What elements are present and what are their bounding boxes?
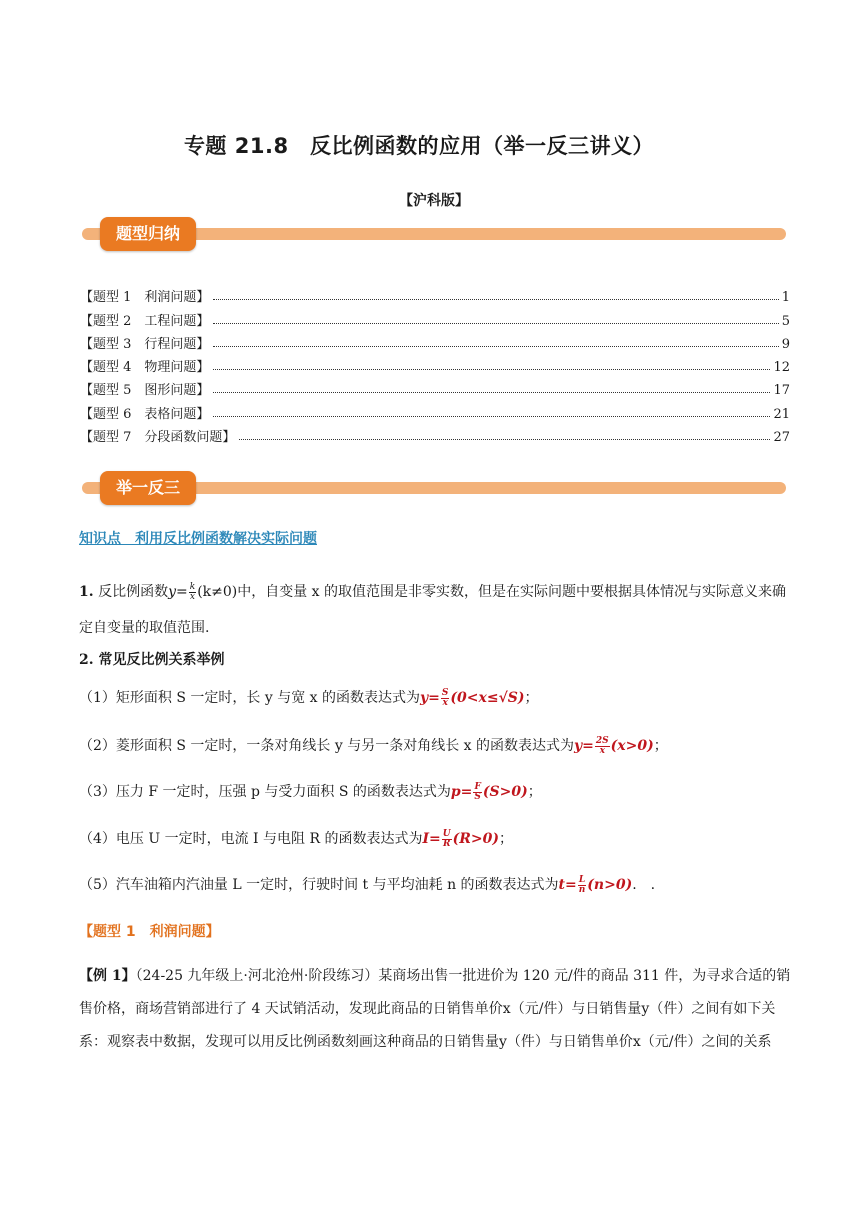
fraction-numerator: S xyxy=(441,687,449,698)
toc-page-number: 12 xyxy=(773,360,790,376)
toc-row[interactable] xyxy=(80,352,790,375)
example-1 xyxy=(79,960,791,1059)
fraction-numerator: L xyxy=(578,874,586,885)
example-label: 【例 1】 xyxy=(79,968,136,984)
fraction-denominator: S xyxy=(474,791,481,802)
formula-tail: ； xyxy=(527,784,542,800)
toc-row[interactable] xyxy=(80,422,790,445)
toc-leader-dots xyxy=(213,369,770,370)
type1-heading: 【题型 1 利润问题】 xyxy=(79,924,220,940)
toc-leader-dots xyxy=(213,416,770,417)
fraction xyxy=(595,737,610,756)
fraction xyxy=(578,876,587,895)
fraction xyxy=(189,583,196,602)
toc-label: 【题型 5 图形问题】 xyxy=(80,383,210,399)
formula-tail: ； xyxy=(653,738,668,754)
table-of-contents xyxy=(80,282,790,445)
toc-label: 【题型 1 利润问题】 xyxy=(80,290,210,306)
formula-condition: (k≠0) xyxy=(197,584,238,600)
fraction-denominator: x xyxy=(189,591,195,602)
formula-tail: ； xyxy=(498,831,513,847)
knowledge-paragraph-1 xyxy=(79,574,791,646)
example-text: （4）电压 U 一定时，电流 I 与电阻 R 的函数表达式为 xyxy=(79,831,423,847)
formula-condition: (n>0) xyxy=(587,877,633,893)
knowledge-heading: 知识点 利用反比例函数解决实际问题 xyxy=(79,531,317,547)
section-tab-practice: 举一反三 xyxy=(100,471,196,505)
fraction xyxy=(473,783,482,802)
example-text: （5）汽车油箱内汽油量 L 一定时，行驶时间 t 与平均油耗 n 的函数表达式为 xyxy=(79,877,559,893)
toc-leader-dots xyxy=(213,392,770,393)
fraction xyxy=(442,830,452,849)
example-text: （24-25 九年级上·河北沧州·阶段练习）某商场出售一批进价为 120 元/件的商品 311 件，为寻求合适的销售价格，商场营销部进行了 4 天试销活动，发现此商品的日销售单价x（元/件）与日销售量y（件）之间有如下关系：观察表中数据，发现可以用反比例函数刻画这种商品的日销售量y（件）与日销售单价x（元/件）之间的关系 xyxy=(79,968,791,1050)
para-text: 中，自变量 x 的取值范围是非零实数，但是在实际问题中要根据具体情况与实际意义来确定自变量的取值范围. xyxy=(79,584,787,636)
formula-tail: . . xyxy=(632,877,656,893)
toc-page-number: 27 xyxy=(773,430,790,446)
formula-lhs: y= xyxy=(574,738,594,754)
toc-row[interactable] xyxy=(80,329,790,352)
toc-page-number: 5 xyxy=(781,313,790,329)
edition-label: 【沪科版】 xyxy=(399,193,469,209)
toc-page-number: 21 xyxy=(773,406,790,422)
relation-example xyxy=(79,688,791,708)
formula-lhs: I= xyxy=(422,831,441,847)
fraction xyxy=(441,689,450,708)
relation-example xyxy=(79,875,791,895)
fraction-numerator: k xyxy=(189,581,196,592)
fraction-numerator: F xyxy=(474,781,481,792)
toc-label: 【题型 2 工程问题】 xyxy=(80,313,210,329)
formula-lhs: t= xyxy=(558,877,577,893)
fraction-denominator: x xyxy=(442,697,448,708)
fraction-numerator: 2S xyxy=(595,735,609,746)
toc-leader-dots xyxy=(213,323,778,324)
example-text: （3）压力 F 一定时，压强 p 与受力面积 S 的函数表达式为 xyxy=(79,784,451,800)
formula-lhs: p= xyxy=(450,784,473,800)
formula-condition: (0<x≤√S) xyxy=(450,690,525,706)
formula-tail: ； xyxy=(524,690,539,706)
toc-page-number: 17 xyxy=(773,383,790,399)
toc-page-number: 9 xyxy=(781,336,790,352)
example-text: （2）菱形面积 S 一定时，一条对角线长 y 与另一条对角线长 x 的函数表达式为 xyxy=(79,738,575,754)
example-text: （1）矩形面积 S 一定时，长 y 与宽 x 的函数表达式为 xyxy=(79,690,421,706)
formula-lhs: y= xyxy=(420,690,440,706)
section-tab-types: 题型归纳 xyxy=(100,217,196,251)
document-title: 专题 21.8 反比例函数的应用（举一反三讲义） xyxy=(183,134,655,158)
toc-page-number: 1 xyxy=(781,290,790,306)
toc-label: 【题型 7 分段函数问题】 xyxy=(80,430,236,446)
toc-leader-dots xyxy=(213,346,778,347)
fraction-numerator: U xyxy=(442,828,451,839)
toc-leader-dots xyxy=(213,299,778,300)
knowledge-paragraph-2-heading: 2. 常见反比例关系举例 xyxy=(79,652,225,668)
fraction-denominator: x xyxy=(599,745,605,756)
para-text: 反比例函数 xyxy=(98,584,169,600)
formula-condition: (S>0) xyxy=(482,784,528,800)
formula-lhs: y= xyxy=(168,584,188,600)
toc-row[interactable] xyxy=(80,375,790,398)
para-number: 1. xyxy=(79,584,94,600)
fraction-denominator: R xyxy=(442,838,451,849)
relation-example xyxy=(79,829,791,849)
formula-condition: (x>0) xyxy=(610,738,654,754)
toc-leader-dots xyxy=(239,439,770,440)
relation-example xyxy=(79,736,791,756)
toc-label: 【题型 4 物理问题】 xyxy=(80,360,210,376)
formula-condition: (R>0) xyxy=(452,831,499,847)
toc-label: 【题型 6 表格问题】 xyxy=(80,406,210,422)
toc-row[interactable] xyxy=(80,398,790,421)
relation-example xyxy=(79,782,791,802)
toc-row[interactable] xyxy=(80,305,790,328)
toc-row[interactable] xyxy=(80,282,790,305)
fraction-denominator: n xyxy=(578,884,586,895)
toc-label: 【题型 3 行程问题】 xyxy=(80,336,210,352)
